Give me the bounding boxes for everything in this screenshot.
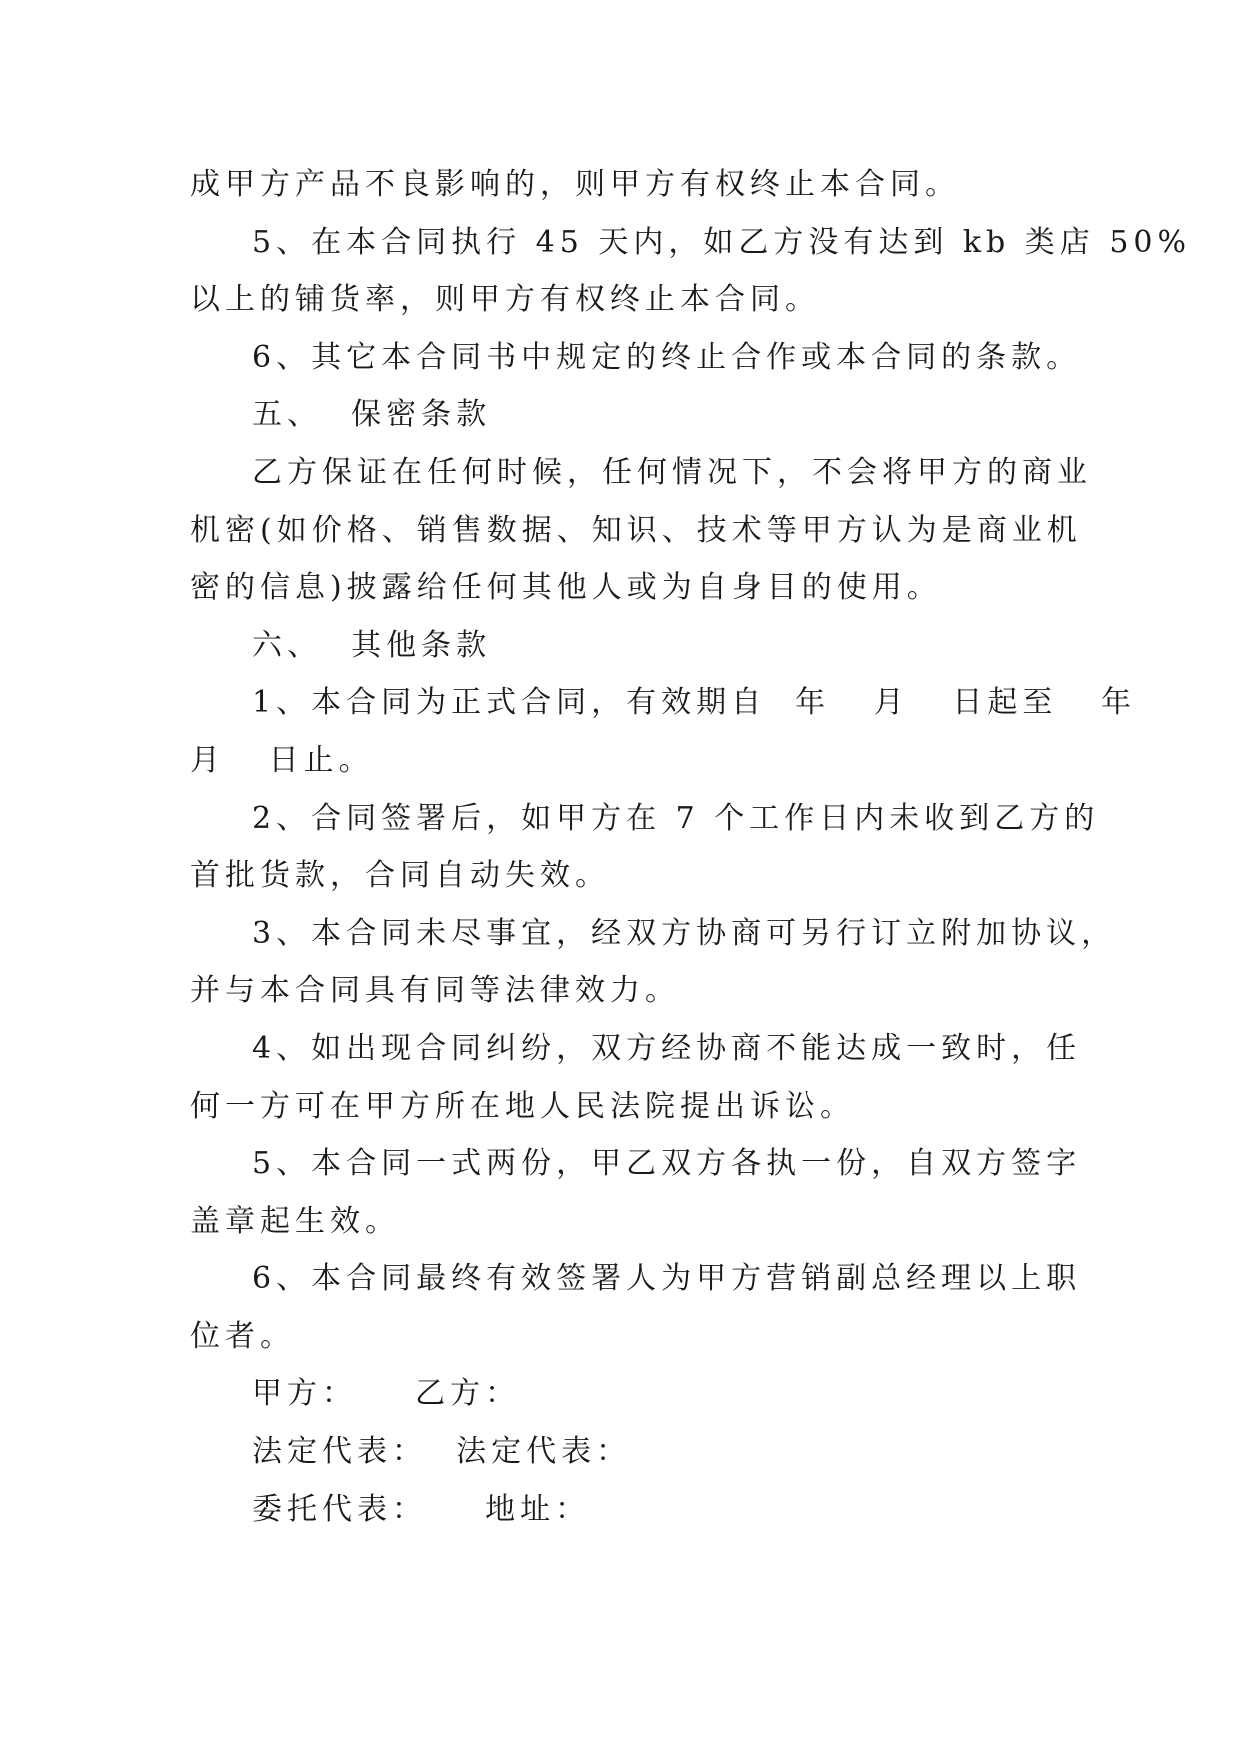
text-line: 何一方可在甲方所在地人民法院提出诉讼。 (190, 1088, 855, 1124)
text-line: 成甲方产品不良影响的，则甲方有权终止本合同。 (190, 167, 960, 202)
signature-line: 法定代表： 法定代表： (252, 1434, 632, 1470)
text-line: 6、其它本合同书中规定的终止合作或本合同的条款。 (252, 339, 1082, 375)
text-line: 并与本合同具有同等法律效力。 (190, 973, 680, 1009)
text-line: 2、合同签署后，如甲方在 7 个工作日内未收到乙方的 (252, 800, 1100, 836)
signature-line: 委托代表： 地址： (252, 1491, 591, 1527)
section-heading: 五、 保密条款 (252, 397, 492, 433)
text-line: 月 日止。 (190, 742, 374, 778)
text-line: 1、本合同为正式合同，有效期自 年 月 日起至 年 (252, 685, 1136, 721)
text-line: 机密(如价格、销售数据、知识、技术等甲方认为是商业机 (190, 512, 1082, 548)
text-line: 6、本合同最终有效签署人为甲方营销副总经理以上职 (252, 1261, 1082, 1297)
text-line: 密的信息)披露给任何其他人或为自身目的使用。 (190, 570, 942, 606)
text-line: 5、本合同一式两份，甲乙双方各执一份，自双方签字 (252, 1146, 1082, 1182)
section-heading: 六、 其他条款 (252, 627, 492, 663)
text-line: 3、本合同未尽事宜，经双方协商可另行订立附加协议， (252, 915, 1117, 951)
text-line: 4、如出现合同纠纷，双方经协商不能达成一致时，任 (252, 1030, 1082, 1066)
text-line: 5、在本合同执行 45 天内，如乙方没有达到 kb 类店 50% (252, 224, 1192, 260)
contract-text (190, 156, 1192, 1538)
text-line: 首批货款，合同自动失效。 (190, 858, 610, 894)
text-line: 乙方保证在任何时候，任何情况下，不会将甲方的商业 (252, 454, 1092, 490)
text-line: 以上的铺货率，则甲方有权终止本合同。 (190, 282, 820, 318)
text-line: 盖章起生效。 (190, 1203, 400, 1239)
text-line: 位者。 (190, 1318, 295, 1354)
signature-line: 甲方： 乙方： (252, 1376, 521, 1412)
